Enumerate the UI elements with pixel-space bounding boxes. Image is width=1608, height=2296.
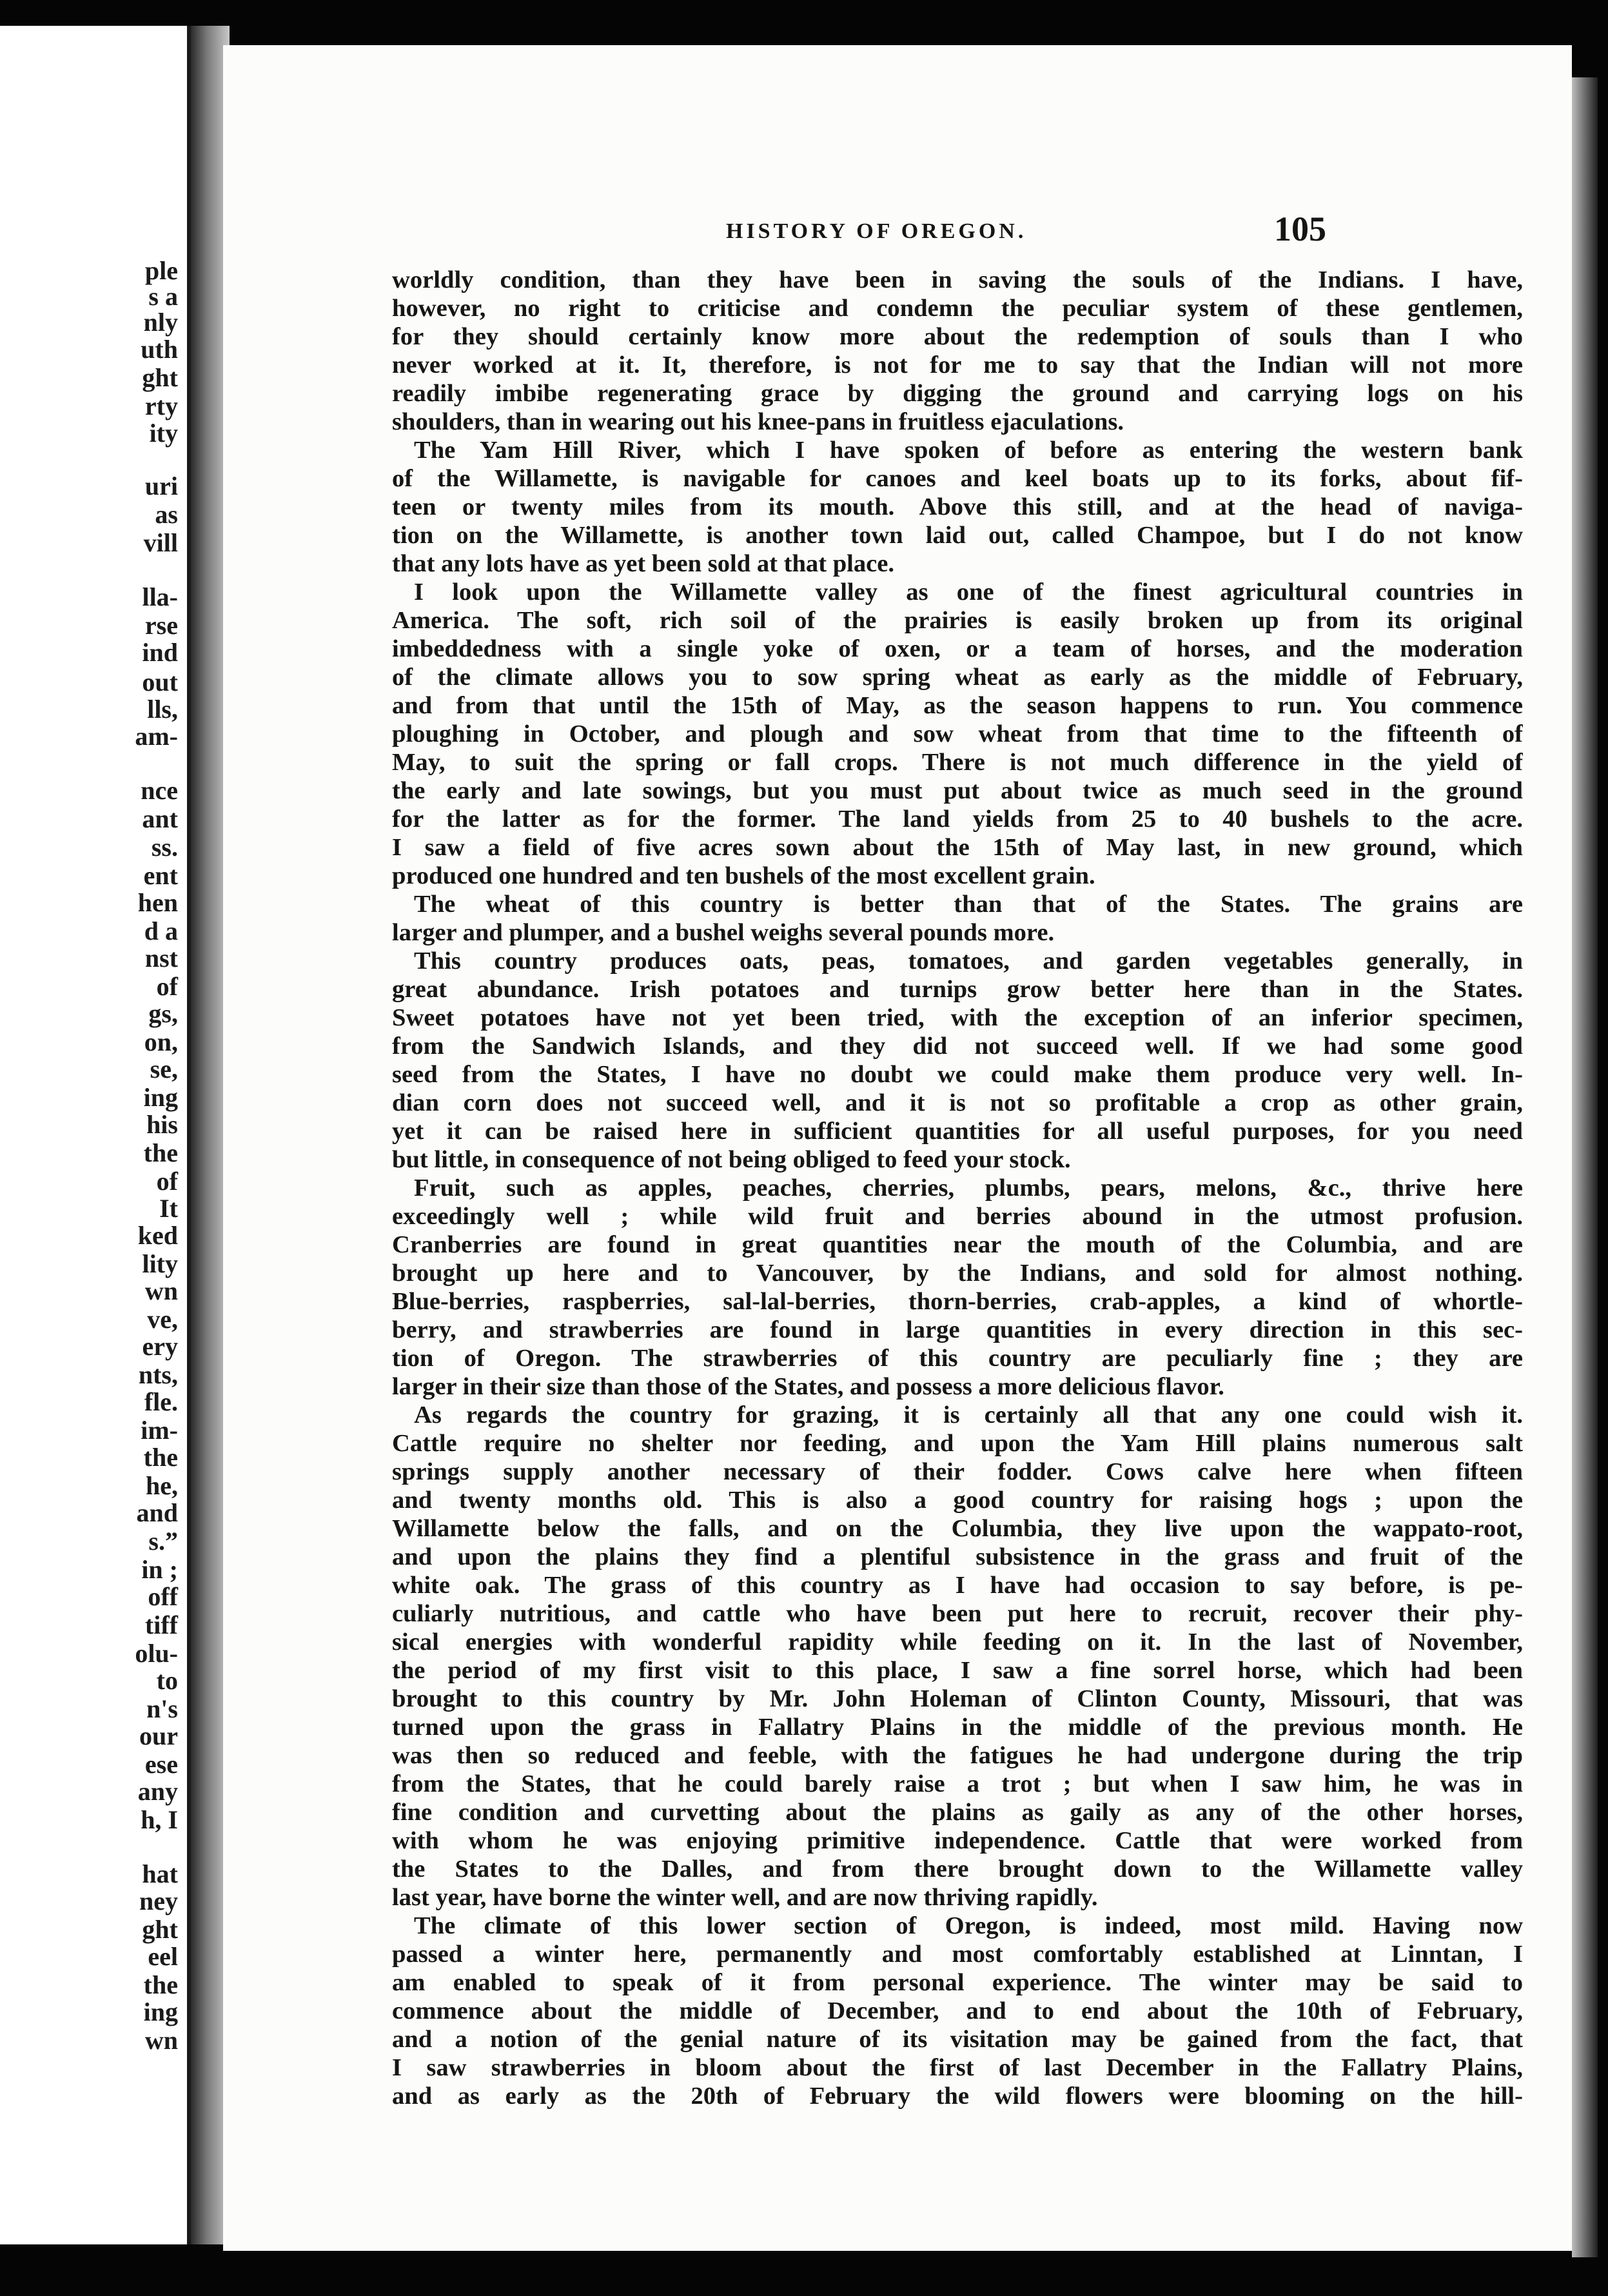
running-head [223, 210, 1572, 271]
text-line: the early and late sowings, but you must put about twice as much seed in the ground [392, 777, 1523, 804]
text-line: teen or twenty miles from its mouth. Above this still, and at the head of naviga- [392, 493, 1523, 520]
text-line: berry, and strawberries are found in large quantities in every direction in this sec- [392, 1316, 1523, 1343]
text-line: turned upon the grass in Fallatry Plains in the middle of the previous month. He [392, 1714, 1523, 1741]
text-line: shoulders, than in wearing out his knee-pans in fruitless ejaculations. [392, 408, 1124, 435]
facing-page-line-fragment: any [137, 1777, 178, 1806]
facing-page-line-fragment: ple [144, 256, 178, 285]
page-edge-shadow [1572, 77, 1598, 2257]
text-line: the period of my first visit to this place, I saw a fine sorrel horse, which had been [392, 1657, 1523, 1684]
text-line: culiarly nutritious, and cattle who have been put here to recruit, recover their phy- [392, 1600, 1523, 1627]
facing-page-line-fragment: lla- [142, 582, 178, 611]
text-line: and as early as the 20th of February the wild flowers were blooming on the hill- [392, 2083, 1523, 2110]
text-line: yet it can be raised here in sufficient quantities for all useful purposes, for you need [392, 1118, 1523, 1145]
text-line: however, no right to criticise and condemn the peculiar system of these gentlemen, [392, 295, 1523, 322]
text-line: larger and plumper, and a bushel weighs several pounds more. [392, 919, 1055, 946]
text-line: imbeddedness with a single yoke of oxen, or a team of horses, and the moderation [392, 635, 1523, 662]
facing-page-line-fragment: ese [144, 1750, 178, 1779]
facing-page-line-fragment: on, [144, 1027, 178, 1056]
facing-page-line-fragment: wn [144, 1276, 178, 1305]
text-line: never worked at it. It, therefore, is not for me to say that the Indian will not more [392, 351, 1523, 379]
facing-page-line-fragment: ant [142, 804, 178, 833]
text-line: America. The soft, rich soil of the prairies is easily broken up from its original [392, 607, 1523, 634]
text-line: readily imbibe regenerating grace by digging the ground and carrying logs on his [392, 380, 1523, 407]
facing-page-line-fragment: lity [142, 1249, 178, 1278]
facing-page-line-fragment: rse [144, 611, 178, 640]
facing-page-line-fragment: nst [144, 944, 178, 973]
facing-page-line-fragment: im- [141, 1416, 178, 1445]
text-line: from the States, that he could barely raise a trot ; but when I saw him, he was in [392, 1770, 1523, 1797]
facing-page-line-fragment: wn [144, 2026, 178, 2055]
text-line: and upon the plains they find a plentiful subsistence in the grass and fruit of the [392, 1543, 1523, 1570]
facing-page-line-fragment: gs, [148, 999, 178, 1028]
facing-page-line-fragment: ent [143, 861, 178, 890]
facing-page-line-fragment: ney [139, 1886, 178, 1915]
text-line: I saw strawberries in bloom about the first of last December in the Fallatry Plains, [392, 2054, 1523, 2081]
facing-page-line-fragment: as [155, 500, 178, 529]
text-line: and twenty months old. This is also a good country for raising hogs ; upon the [392, 1487, 1523, 1514]
text-line: with whom he was enjoying primitive independence. Cattle that were worked from [392, 1827, 1523, 1854]
facing-page-line-fragment: tiff [144, 1610, 178, 1639]
paragraph [392, 947, 1523, 1174]
text-line: passed a winter here, permanently and most comfortably established at Linntan, I [392, 1941, 1523, 1968]
text-line: Cattle require no shelter nor feeding, and upon the Yam Hill plains numerous salt [392, 1430, 1523, 1457]
facing-page-line-fragment: s a [148, 282, 178, 311]
facing-page-line-fragment: off [148, 1582, 178, 1611]
facing-page-line-fragment: of [156, 972, 178, 1001]
facing-page-line-fragment: ery [142, 1332, 178, 1361]
text-line: larger in their size than those of the States, and possess a more delicious flavor. [392, 1373, 1224, 1400]
text-line: for they should certainly know more about the redemption of souls than I who [392, 323, 1523, 350]
text-line: commence about the middle of December, and to end about the 10th of February, [392, 1997, 1523, 2024]
text-line: that any lots have as yet been sold at that place. [392, 550, 895, 577]
running-title: HISTORY OF OREGON. [726, 219, 1027, 243]
text-line: tion on the Willamette, is another town laid out, called Champoe, but I do not know [392, 522, 1523, 549]
page-number: 105 [1274, 210, 1326, 248]
text-line: As regards the country for grazing, it is certainly all that any one could wish it. [414, 1401, 1523, 1429]
text-line: last year, have borne the winter well, and are now thriving rapidly. [392, 1884, 1098, 1911]
text-line: Cranberries are found in great quantities near the mouth of the Columbia, and are [392, 1231, 1523, 1258]
facing-page-line-fragment: the [143, 1970, 178, 1999]
text-line: springs supply another necessary of their fodder. Cows calve here when fifteen [392, 1458, 1523, 1485]
facing-page-line-fragment: uth [141, 335, 178, 364]
facing-page-line-fragment: rty [144, 391, 178, 421]
facing-page-line-fragment: lls, [147, 695, 178, 724]
text-line: I look upon the Willamette valley as one of the finest agricultural countries in [414, 579, 1523, 606]
facing-page-line-fragment: d a [144, 916, 178, 945]
facing-page-line-fragment: eel [148, 1942, 178, 1971]
facing-page-line-fragment: ing [143, 1083, 178, 1112]
facing-page-line-fragment: vill [143, 528, 178, 557]
text-line: of the climate allows you to sow spring wheat as early as the middle of February, [392, 664, 1523, 691]
text-line: the States to the Dalles, and from there brought down to the Willamette valley [392, 1856, 1523, 1883]
text-line: seed from the States, I have no doubt we could make them produce very well. In- [392, 1061, 1523, 1088]
body-text [392, 266, 1523, 2110]
text-line: The Yam Hill River, which I have spoken of before as entering the western bank [414, 437, 1523, 464]
paragraph [392, 578, 1523, 890]
text-line: sical energies with wonderful rapidity while feeding on it. In the last of November, [392, 1628, 1523, 1656]
facing-page-line-fragment: our [139, 1721, 178, 1750]
text-line: fine condition and curvetting about the plains as gaily as any of the other horses, [392, 1799, 1523, 1826]
facing-page-line-fragment: and [136, 1498, 178, 1527]
text-line: This country produces oats, peas, tomatoes, and garden vegetables generally, in [414, 947, 1523, 975]
text-line: brought up here and to Vancouver, by the Indians, and sold for almost nothing. [392, 1260, 1523, 1287]
facing-page-edge [0, 26, 191, 2244]
facing-page-line-fragment: nce [141, 776, 178, 805]
text-line: The wheat of this country is better than that of the States. The grains are [414, 891, 1523, 918]
text-line: brought to this country by Mr. John Holeman of Clinton County, Missouri, that was [392, 1685, 1523, 1712]
text-line: ploughing in October, and plough and sow wheat from that time to the fifteenth of [392, 720, 1523, 747]
facing-page-line-fragment: ked [137, 1221, 178, 1250]
facing-page-line-fragment: ve, [147, 1305, 178, 1334]
facing-page-line-fragment: in ; [141, 1555, 178, 1584]
facing-page-line-fragment: nly [143, 308, 178, 337]
text-line: am enabled to speak of it from personal experience. The winter may be said to [392, 1969, 1523, 1996]
text-line: exceedingly well ; while wild fruit and berries abound in the utmost profusion. [392, 1203, 1523, 1230]
facing-page-line-fragment: to [156, 1666, 178, 1695]
facing-page-line-fragment: It [159, 1194, 178, 1223]
facing-page-line-fragment: uri [144, 471, 178, 500]
paragraph [392, 1174, 1523, 1401]
text-line: was then so reduced and feeble, with the fatigues he had undergone during the trip [392, 1742, 1523, 1769]
text-line: from the Sandwich Islands, and they did not succeed well. If we had some good [392, 1033, 1523, 1060]
paragraph [392, 266, 1523, 436]
paragraph [392, 436, 1523, 578]
facing-page-line-fragment: the [143, 1138, 178, 1167]
paragraph [392, 1401, 1523, 1912]
text-line: and a notion of the genial nature of its visitation may be gained from the fact, that [392, 2026, 1523, 2053]
facing-page-line-fragment: ind [142, 638, 178, 667]
facing-page-line-fragment: out [142, 668, 178, 697]
text-line: I saw a field of five acres sown about the 15th of May last, in new ground, which [392, 834, 1523, 861]
facing-page-line-fragment: he, [146, 1471, 178, 1500]
facing-page-line-fragment: hen [137, 888, 178, 917]
text-line: for the latter as for the former. The land yields from 25 to 40 bushels to the acre. [392, 806, 1523, 833]
facing-page-line-fragment: ing [143, 1997, 178, 2026]
facing-page-line-fragment: nts, [138, 1360, 178, 1389]
text-line: great abundance. Irish potatoes and turnips grow better here than in the States. [392, 976, 1523, 1003]
text-line: Blue-berries, raspberries, sal-lal-berries, thorn-berries, crab-apples, a kind of whortle- [392, 1288, 1523, 1315]
facing-page-line-fragment: h, I [141, 1805, 178, 1834]
facing-page-line-fragment: s.” [148, 1527, 178, 1556]
text-line: of the Willamette, is navigable for canoes and keel boats up to its forks, about fif- [392, 465, 1523, 492]
text-line: but little, in consequence of not being obliged to feed your stock. [392, 1146, 1071, 1173]
facing-page-line-fragment: ss. [151, 833, 178, 862]
facing-page-line-fragment: am- [135, 722, 178, 751]
facing-page-line-fragment: the [143, 1443, 178, 1472]
text-line: tion of Oregon. The strawberries of this country are peculiarly fine ; they are [392, 1345, 1523, 1372]
facing-page-line-fragment: fle. [144, 1387, 178, 1416]
text-line: worldly condition, than they have been in saving the souls of the Indians. I have, [392, 266, 1523, 293]
facing-page-line-fragment: se, [150, 1054, 178, 1084]
text-line: dian corn does not succeed well, and it is not so profitable a crop as other grain, [392, 1089, 1523, 1116]
text-line: white oak. The grass of this country as I have had occasion to say before, is pe- [392, 1572, 1523, 1599]
text-line: Sweet potatoes have not yet been tried, with the exception of an inferior specimen, [392, 1004, 1523, 1031]
text-line: Willamette below the falls, and on the Columbia, they live upon the wappato-root, [392, 1515, 1523, 1542]
facing-page-line-fragment: ity [149, 419, 178, 448]
facing-page-line-fragment: of [156, 1167, 178, 1196]
facing-page-line-fragment: his [146, 1110, 178, 1139]
text-line: The climate of this lower section of Oregon, is indeed, most mild. Having now [414, 1912, 1523, 1939]
paragraph [392, 1912, 1523, 2110]
text-line: Fruit, such as apples, peaches, cherries, plumbs, pears, melons, &c., thrive here [414, 1174, 1523, 1202]
text-line: May, to suit the spring or fall crops. There is not much difference in the yield of [392, 749, 1523, 776]
paragraph [392, 890, 1523, 947]
text-line: and from that until the 15th of May, as the season happens to run. You commence [392, 692, 1523, 719]
facing-page-line-fragment: ght [142, 1915, 178, 1944]
facing-page-line-fragment: hat [142, 1859, 178, 1888]
facing-page-line-fragment: olu- [135, 1639, 178, 1668]
facing-page-line-fragment: n's [146, 1694, 178, 1723]
book-page [223, 45, 1572, 2251]
text-line: produced one hundred and ten bushels of the most excellent grain. [392, 862, 1095, 889]
facing-page-line-fragment: ght [142, 363, 178, 392]
